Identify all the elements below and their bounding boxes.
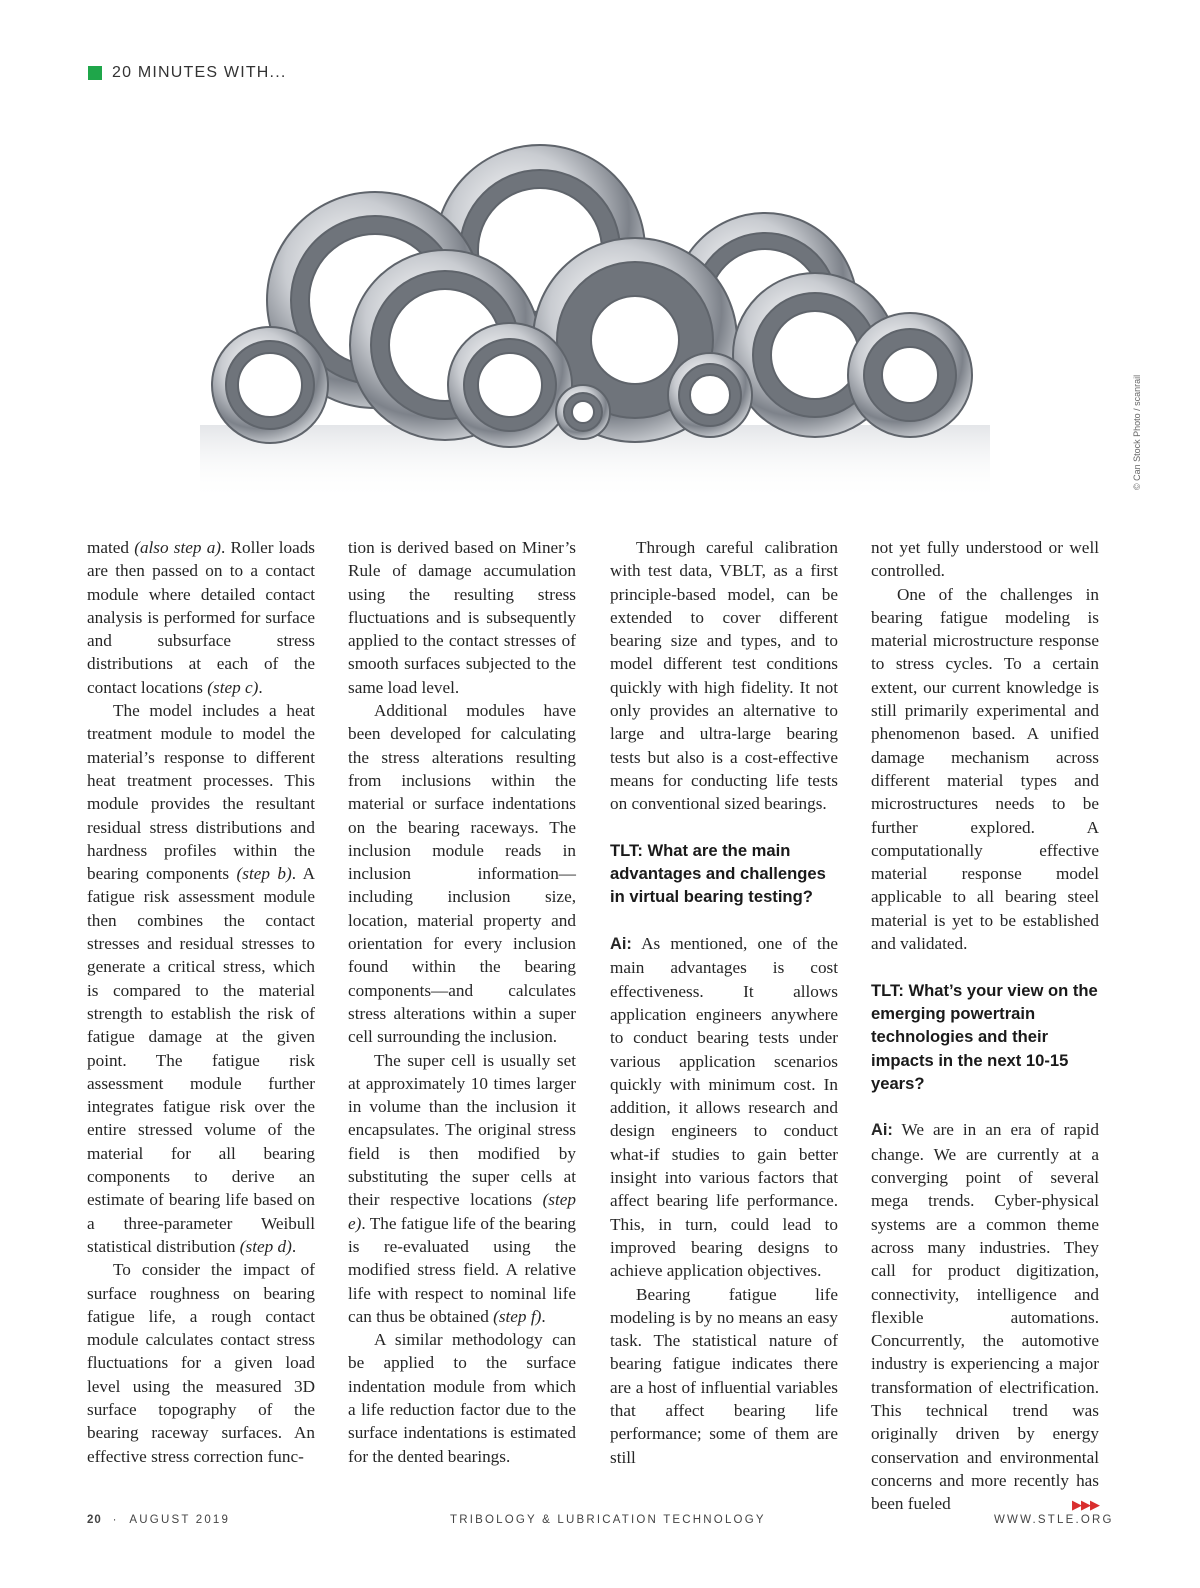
paragraph: A similar methodology can be applied to the surface indentation module from which a life reduction factor due to the surface indentations is estimated for the dented bearings. [348, 1330, 576, 1466]
paragraph: One of the challenges in bearing fatigue modeling is material microstructure response to stress cycles. To a certain extent, our current knowledge is still primarily experimental and phenomenon based. A unified damage mechanism across different material types and microstructures needs to be further explored. A computationally effective material response model applicable to all bearing steel material is yet to be established and validated. [871, 584, 1099, 954]
paragraph: not yet fully understood or well controlled. [871, 538, 1099, 581]
interview-question: TLT: What are the main advantages and challenges in virtual bearing testing? [610, 840, 826, 907]
text-column-2 [348, 536, 576, 1468]
magazine-name: TRIBOLOGY & LUBRICATION TECHNOLOGY [450, 1514, 766, 1526]
text-column-4 [871, 536, 1099, 1517]
footer-separator: · [112, 1514, 119, 1526]
interview-answer: Ai: We are in an era of rapid change. We are currently at a converging point of several mega trends. Cyber-physical systems are a common theme across many industries. They call for product digitization, connectivity, intelligence and flexible automations. Concurrently, the automotive industry is experiencing a major transformation of electrification. This technical trend was originally driven by energy conservation and environmental concerns and more recently has been fueled ▶▶▶ [871, 1118, 1099, 1515]
text-column-3 [610, 536, 838, 1469]
section-header [88, 64, 287, 82]
interview-answer: Ai: As mentioned, one of the main advantages is cost effectiveness. It allows application engineers anywhere to conduct bearing tests under various application scenarios quickly with minimum cost. In addition, it allows research and design engineers to conduct what-if studies to gain better insight into various factors that affect bearing life performance. This, in turn, could lead to improved bearing designs to achieve application objectives. [610, 934, 838, 1281]
paragraph: The model includes a heat treatment module to model the material’s response to different heat treatment processes. This module provides the resultant residual stress distributions and hardness profiles within the bearing components (step b). A fatigue risk assessment module then combines the contact stresses and residual stresses to generate a critical stress, which is compared to the material strength to establish the risk of fatigue damage at the given point. The fatigue risk assessment module further integrates fatigue risk over the entire stressed volume of the material for all bearing components to derive an estimate of bearing life based on a three-parameter Weibull statistical distribution (step d). [87, 701, 315, 1256]
answer-label: Ai: [871, 1121, 893, 1140]
interview-question: TLT: What’s your view on the emerging powertrain technologies and their impacts in the next 10-15 years? [871, 980, 1098, 1093]
website-link[interactable]: WWW.STLE.ORG [994, 1514, 1114, 1526]
paragraph: mated (also step a). Roller loads are then passed on to a contact module where detailed contact analysis is performed for surface and subsurface stress distributions at each of the contact locations (step c). [87, 538, 315, 697]
answer-label: Ai: [610, 935, 632, 954]
bearings-photo [200, 140, 990, 500]
paragraph: Bearing fatigue life modeling is by no means an easy task. The statistical nature of bearing fatigue indicates there are a host of influential variables that affect bearing life performance; some of them are still [610, 1284, 838, 1467]
photo-credit: © Can Stock Photo / scanrail [1132, 374, 1142, 490]
continue-arrows-icon: ▶▶▶ [1072, 1498, 1099, 1514]
text-column-1 [87, 536, 315, 1468]
paragraph: Additional modules have been developed for calculating the stress alterations resulting from inclusions within the material or surface indentations on the bearing raceways. The inclusion module reads in inclusion information—including inclusion size, location, material property and orientation for every inclusion found within the bearing components—and calculates stress alterations within a super cell surrounding the inclusion. [348, 701, 576, 1047]
section-title: 20 MINUTES WITH... [112, 64, 287, 81]
paragraph: The super cell is usually set at approximately 10 times larger in volume than the inclusion it encapsulates. The original stress field is then modified by substituting the super cells at their respective locations (step e). The fatigue life of the bearing is re-evaluated using the modified stress field. A relative life with respect to nominal life can thus be obtained (step f). [348, 1050, 576, 1326]
issue-date: AUGUST 2019 [129, 1514, 231, 1526]
paragraph: Through careful calibration with test data, VBLT, as a first principle-based model, can be extended to cover different bearing size and types, and to model different test conditions quickly with high fidelity. It not only provides an alternative to large and ultra-large bearing tests but also is a cost-effective means for conducting life tests on conventional sized bearings. [610, 538, 838, 814]
paragraph: To consider the impact of surface roughness on bearing fatigue life, a rough contact module calculates contact stress fluctuations for a given load level using the measured 3D surface topography of the bearing raceway surfaces. An effective stress correction func- [87, 1260, 315, 1466]
section-marker-icon [88, 66, 102, 80]
page-number: 20 [87, 1514, 102, 1526]
footer-page-info [87, 1514, 230, 1526]
paragraph: tion is derived based on Miner’s Rule of damage accumulation using the resulting stress fluctuations and is subsequently applied to the contact stresses of smooth surfaces subjected to the same load level. [348, 538, 576, 697]
